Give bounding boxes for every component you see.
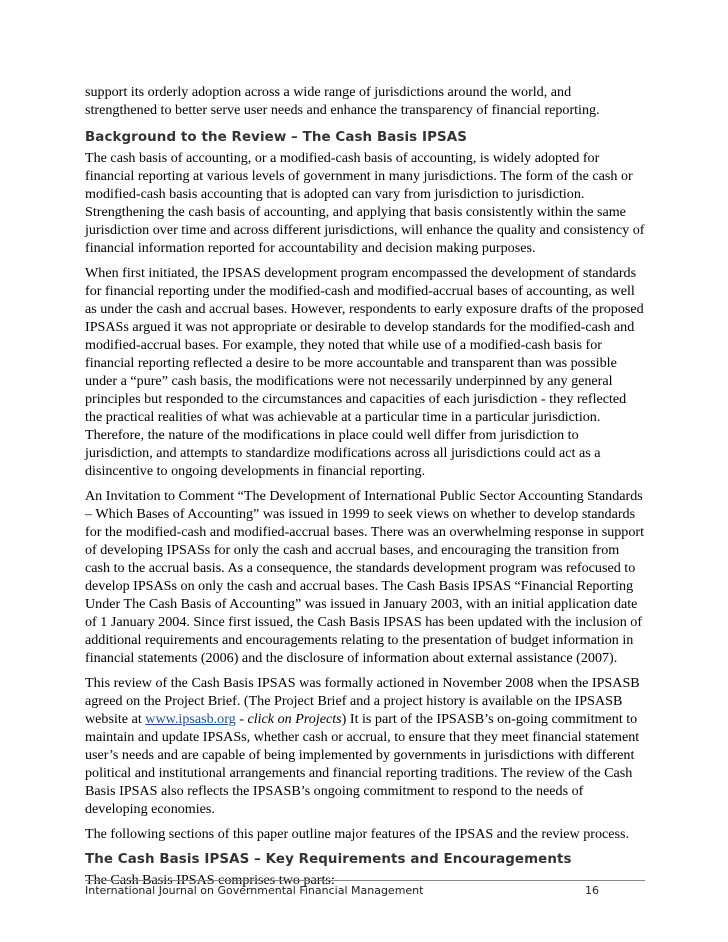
footer-journal-title: International Journal on Governmental Financial Management xyxy=(85,884,424,897)
paragraph-two-parts: The Cash Basis IPSAS comprises two parts: xyxy=(85,872,335,888)
section-heading-background: Background to the Review – The Cash Basis IPSAS xyxy=(85,130,467,145)
paragraph-development-program: When first initiated, the IPSAS development program encompassed the development of standards for financial reporting under the modified-cash and modified-accrual bases of accounting, as well as under the cash and accrual bases. However, respondents to early exposure drafts of the proposed IPSASs argued it was not appropriate or desirable to develop standards for the modified-cash and modified-accrual bases. For example, they noted that while use of a modified-cash basis for financial reporting reflected a desire to be more accountable and transparent than was possible under a “pure” cash basis, the modifications were not necessarily underpinned by any general principles but responded to the circumstances and capacities of each jurisdiction - they reflected the practical realities of what was achievable at a particular time in a particular jurisdiction. Therefore, the nature of the modifications in place could well differ from jurisdiction to jurisdiction, and attempts to standardize modifications across all jurisdictions could act as a disincentive to ongoing developments in financial reporting. xyxy=(85,265,644,479)
paragraph-review-actioned xyxy=(85,674,645,818)
ipsasb-website-link[interactable]: www.ipsasb.org xyxy=(145,711,236,727)
intro-paragraph: support its orderly adoption across a wide range of jurisdictions around the world, and strengthened to better serve user needs and enhance the transparency of financial reporting. xyxy=(85,84,600,118)
paragraph-invitation-to-comment: An Invitation to Comment “The Development of International Public Sector Accounting Standards – Which Bases of Accounting” was issued in 1999 to seek views on whether to develop standards for the modified-cash and modified-accrual bases. There was an overwhelming response in support of developing IPSASs for only the cash and accrual bases, and encouraging the transition from cash to the accrual basis. As a consequence, the standards development program was refocused to develop IPSASs on only the cash and accrual bases. The Cash Basis IPSAS “Financial Reporting Under The Cash Basis of Accounting” was issued in January 2003, with an initial application date of 1 January 2004. Since first issued, the Cash Basis IPSAS has been updated with the inclusion of additional requirements and encouragements relating to the presentation of budget information in financial statements (2006) and the disclosure of information about external assistance (2007). xyxy=(85,488,645,666)
paragraph-review-text-1: This review of the Cash Basis IPSAS was formally actioned in November 2008 when the IPSASB agreed on the Project Brief. (The Project Brief and a project history is available on the IPSASB website at xyxy=(85,675,640,727)
page-number: 16 xyxy=(585,884,599,897)
paragraph-review-dash: - xyxy=(235,711,248,727)
paragraph-following-sections: The following sections of this paper outline major features of the IPSAS and the review process. xyxy=(85,826,630,842)
click-on-projects-text: click on Projects xyxy=(247,711,342,727)
paragraph-review-text-2: ) It is part of the IPSASB’s on-going commitment to maintain and update IPSASs, whether cash or accrual, to ensure that they meet financial statement user’s needs and are capable of being implemented by governments in jurisdictions with different political and institutional arrangements and financial reporting traditions. The review of the Cash Basis IPSAS also reflects the IPSASB’s ongoing commitment to respond to the needs of developing economies. xyxy=(85,711,640,817)
paragraph-cash-basis-overview: The cash basis of accounting, or a modified-cash basis of accounting, is widely adopted for financial reporting at various levels of government in many jurisdictions. The form of the cash or modified-cash basis accounting that is adopted can vary from jurisdiction to jurisdiction. Strengthening the cash basis of accounting, and applying that basis consistently within the same jurisdiction over time and across different jurisdictions, will enhance the quality and consistency of financial information reported for accountability and decision making purposes. xyxy=(85,150,645,256)
section-heading-key-requirements: The Cash Basis IPSAS – Key Requirements and Encouragements xyxy=(85,852,572,867)
document-body xyxy=(85,83,645,896)
